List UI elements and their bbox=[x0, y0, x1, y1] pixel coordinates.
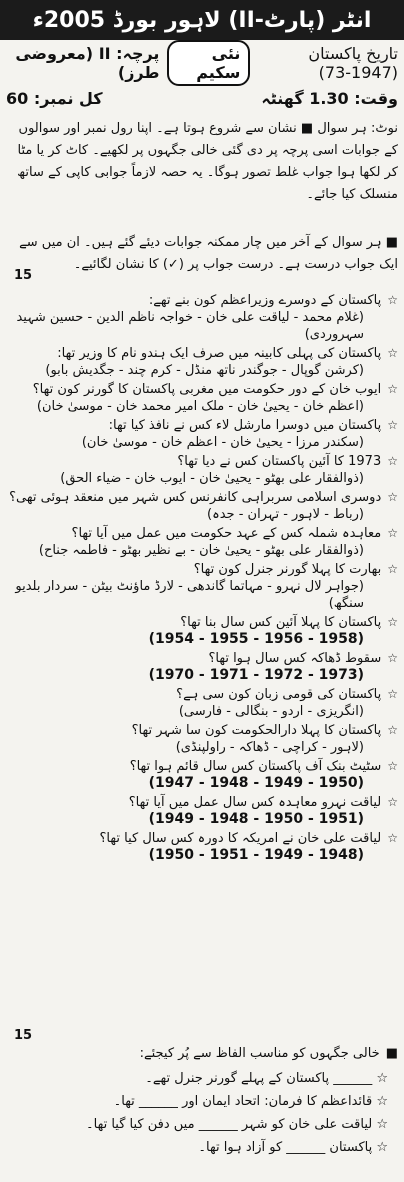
mcq-options: (1950 - 1951 - 1949 - 1948) bbox=[148, 847, 364, 863]
star-icon: ☆ bbox=[387, 795, 398, 809]
star-icon: ☆ bbox=[387, 382, 398, 396]
star-icon: ☆ bbox=[387, 759, 398, 773]
mcq-question: ☆ بھارت کا پہلا گورنر جنرل کون تھا؟ bbox=[193, 562, 398, 577]
mcq-options: (ذوالفقار علی بھٹو - یحییٰ خان - ایوب خان - ضیاء الحق) bbox=[60, 471, 364, 486]
time-label: وقت: 1.30 گھنٹہ bbox=[261, 88, 398, 108]
mcq-question: ☆ پاکستان کی پہلی کابینہ میں صرف ایک ہندو نام کا وزیر تھا: bbox=[57, 346, 398, 361]
fill-item: ☆ ______ پاکستان کے پہلے گورنر جنرل تھے۔ bbox=[145, 1071, 388, 1086]
mcq-question: ☆ پاکستان کے دوسرے وزیراعظم کون بنے تھے: bbox=[148, 293, 398, 308]
subject-label: تاریخ پاکستان (1947-73) bbox=[308, 44, 398, 82]
star-icon: ☆ bbox=[387, 526, 398, 540]
mcq-options: (1954 - 1955 - 1956 - 1958) bbox=[148, 631, 364, 647]
mcq-question: ☆ پاکستان کا پہلا دارالحکومت کون سا شہر تھا؟ bbox=[131, 723, 398, 738]
mcq-options: (رباط - لاہور - تہران - جدہ) bbox=[207, 507, 364, 522]
mcq-instructions: ■ ہر سوال کے آخر میں چار ممکنہ جوابات دیئے گئے ہیں۔ ان میں سے ایک جواب درست ہے۔ درست جواب پر (✓) کا نشان لگائیے۔ bbox=[19, 235, 398, 272]
mcq-options: (1947 - 1948 - 1949 - 1950) bbox=[148, 775, 364, 791]
mcq-options: (لاہور - کراچی - ڈھاکہ - راولپنڈی) bbox=[175, 740, 364, 755]
mcq-options: (ذوالفقار علی بھٹو - یحییٰ خان - بے نظیر بھٹو - فاطمہ جناح) bbox=[38, 543, 364, 558]
fill-in-blanks bbox=[6, 1042, 398, 1180]
star-icon: ☆ bbox=[387, 293, 398, 307]
mcq-options: (اعظم خان - یحییٰ خان - ملک امیر محمد خان - موسیٰ خان) bbox=[36, 399, 364, 414]
mcq-options: (کرشن گوپال - جوگندر ناتھ منڈل - کرم چند - جگدیش بابو) bbox=[45, 363, 364, 378]
fill-item: ☆ قائداعظم کا فرمان: اتحاد ایمان اور ______ تھا۔ bbox=[113, 1094, 388, 1109]
total-marks-label: کل نمبر: 60 bbox=[6, 88, 103, 108]
mcq-options: (غلام محمد - لیاقت علی خان - خواجہ ناظم الدین - حسین شہید سہروردی) bbox=[16, 310, 364, 342]
fill-item: ☆ لیاقت علی خان کو شہر ______ میں دفن کیا گیا تھا۔ bbox=[86, 1117, 388, 1132]
mcq-question: ☆ پاکستان کا پہلا آئین کس سال بنا تھا؟ bbox=[180, 615, 398, 630]
exam-title: انٹر (پارٹ-II) لاہور بورڈ 2005ء bbox=[0, 0, 404, 40]
mcq-question: ☆ پاکستان میں دوسرا مارشل لاء کس نے نافذ کیا تھا: bbox=[108, 418, 398, 433]
mcq-options: (سکندر مرزا - یحییٰ خان - اعظم خان - موسیٰ خان) bbox=[81, 435, 364, 450]
star-icon: ☆ bbox=[387, 418, 398, 432]
mcq-options: (1970 - 1971 - 1972 - 1973) bbox=[148, 667, 364, 683]
bullet-icon: ■ bbox=[385, 1046, 398, 1061]
mcq-question: ☆ دوسری اسلامی سربراہی کانفرنس کس شہر میں منعقد ہوئی تھی؟ bbox=[9, 490, 398, 505]
note-text: نوٹ: ہر سوال ■ نشان سے شروع ہوتا ہے۔ اپنا رول نمبر اور سوالوں کے جوابات اسی پرچہ پر دی گئی خالی جگہوں پر لکھیے۔ کاٹ کر یا مٹا کر لکھا ہوا جواب غلط تصور ہوگا۔ یہ حصہ لازماً جوابی کاپی کے ساتھ منسلک کیا جائے۔ bbox=[17, 121, 398, 202]
star-icon: ☆ bbox=[387, 831, 398, 845]
star-icon: ☆ bbox=[387, 615, 398, 629]
star-icon: ☆ bbox=[387, 346, 398, 360]
mcq-options: (جواہر لال نہرو - مہاتما گاندھی - لارڈ ماؤنٹ بیٹن - سردار بلدیو سنگھ) bbox=[15, 579, 364, 611]
star-icon: ☆ bbox=[387, 651, 398, 665]
mcq-question: ☆ سقوط ڈھاکہ کس سال ہوا تھا؟ bbox=[208, 651, 398, 666]
mcq-question: ☆ 1973 کا آئین پاکستان کس نے دیا تھا؟ bbox=[177, 454, 398, 469]
mcq-marks: 15 bbox=[14, 268, 33, 283]
scheme-badge: نئی سکیم bbox=[167, 40, 250, 86]
time-marks-row bbox=[6, 84, 398, 112]
mcq-question: ☆ ایوب خان کے دور حکومت میں مغربی پاکستان کا گورنر کون تھا؟ bbox=[32, 382, 398, 397]
star-icon: ☆ bbox=[387, 490, 398, 504]
mcq-options: (1949 - 1948 - 1950 - 1951) bbox=[148, 811, 364, 827]
star-icon: ☆ bbox=[387, 562, 398, 576]
fill-heading: ■ خالی جگہوں کو مناسب الفاظ سے پُر کیجئے: bbox=[6, 1042, 398, 1065]
star-icon: ☆ bbox=[387, 723, 398, 737]
mcq-question: ☆ لیاقت نہرو معاہدہ کس سال عمل میں آیا تھا؟ bbox=[128, 795, 398, 810]
star-icon: ☆ bbox=[387, 687, 398, 701]
mcq-question: ☆ پاکستان کی قومی زبان کون سی ہے؟ bbox=[176, 687, 398, 702]
mcq-options: (انگریزی - اردو - بنگالی - فارسی) bbox=[178, 704, 364, 719]
mcq-question: ☆ معاہدہ شملہ کس کے عہد حکومت میں عمل میں آیا تھا؟ bbox=[71, 526, 398, 541]
mcq-question: ☆ لیاقت علی خان نے امریکہ کا دورہ کس سال کیا تھا؟ bbox=[99, 831, 398, 846]
subtitle-row bbox=[6, 46, 398, 80]
star-icon: ☆ bbox=[387, 454, 398, 468]
fill-item: ☆ پاکستان ______ کو آزاد ہوا تھا۔ bbox=[198, 1140, 388, 1155]
paper-label: پرچہ: II (معروضی طرز) bbox=[15, 44, 160, 82]
fill-marks: 15 bbox=[14, 1028, 33, 1043]
mcq-question: ☆ سٹیٹ بنک آف پاکستان کس سال قائم ہوا تھا؟ bbox=[129, 759, 398, 774]
mcq-list bbox=[6, 292, 398, 1022]
